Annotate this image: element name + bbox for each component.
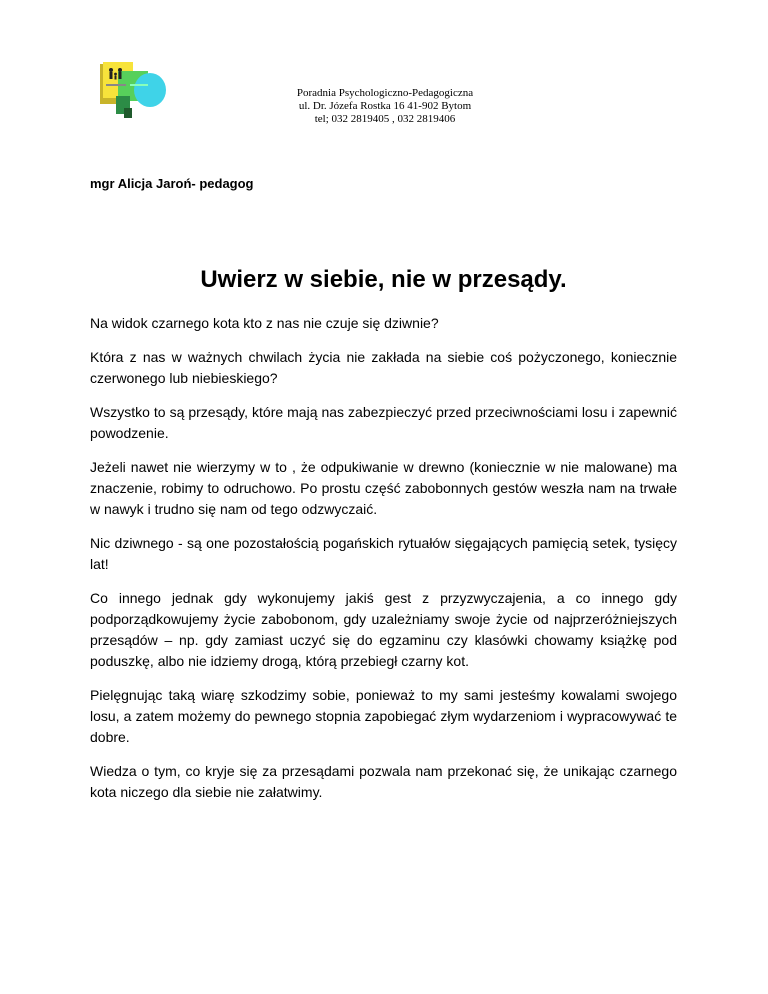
paragraph: Pielęgnując taką wiarę szkodzimy sobie, ponieważ to my sami jesteśmy kowalami swojego losu, a zatem możemy do pewnego stopnia zapobiegać złym wydarzeniom i wypracowywać te dobre. [90, 687, 677, 745]
paragraph: Która z nas w ważnych chwilach życia nie zakłada na siebie coś pożyczonego, koniecznie czerwonego lub niebieskiego? [90, 349, 677, 386]
author-line: mgr Alicja Jaroń- pedagog [90, 176, 254, 191]
paragraph: Jeżeli nawet nie wierzymy w to , że odpukiwanie w drewno (koniecznie w nie malowane) ma znaczenie, robimy to odruchowo. Po prostu część zabobonnych gestów weszła nam na trwałe w nawyk i trudno się nam od tego odzwyczaić. [90, 459, 677, 517]
paragraph: Na widok czarnego kota kto z nas nie czuje się dziwnie? [90, 315, 439, 331]
institution-header [250, 87, 520, 126]
organization-logo [100, 62, 166, 120]
paragraph: Wiedza o tym, co kryje się za przesądami pozwala nam przekonać się, że unikając czarnego kota niczego dla siebie nie załatwimy. [90, 763, 677, 800]
institution-phone: tel; 032 2819405 , 032 2819406 [314, 113, 456, 125]
institution-name: Poradnia Psychologiczno-Pedagogiczna [296, 87, 474, 99]
paragraph: Co innego jednak gdy wykonujemy jakiś gest z przyzwyczajenia, a co innego gdy podporządkowujemy życie zabobonom, gdy uzależniamy swoje życie od najprzeróżniejszych przesądów – np. gdy zamiast uczyć się do egzaminu czy klasówki chowamy książkę pod poduszkę, albo nie idziemy drogą, którą przebiegł czarny kot. [90, 590, 677, 669]
paragraph: Wszystko to są przesądy, które mają nas zabezpieczyć przed przeciwnościami losu i zapewnić powodzenie. [90, 404, 677, 441]
paragraph: Nic dziwnego - są one pozostałością pogańskich rytuałów sięgających pamięcią setek, tysięcy lat! [90, 535, 677, 572]
page-title: Uwierz w siebie, nie w przesądy. [200, 266, 567, 293]
institution-address: ul. Dr. Józefa Rostka 16 41-902 Bytom [298, 100, 472, 112]
article-body [90, 313, 677, 816]
